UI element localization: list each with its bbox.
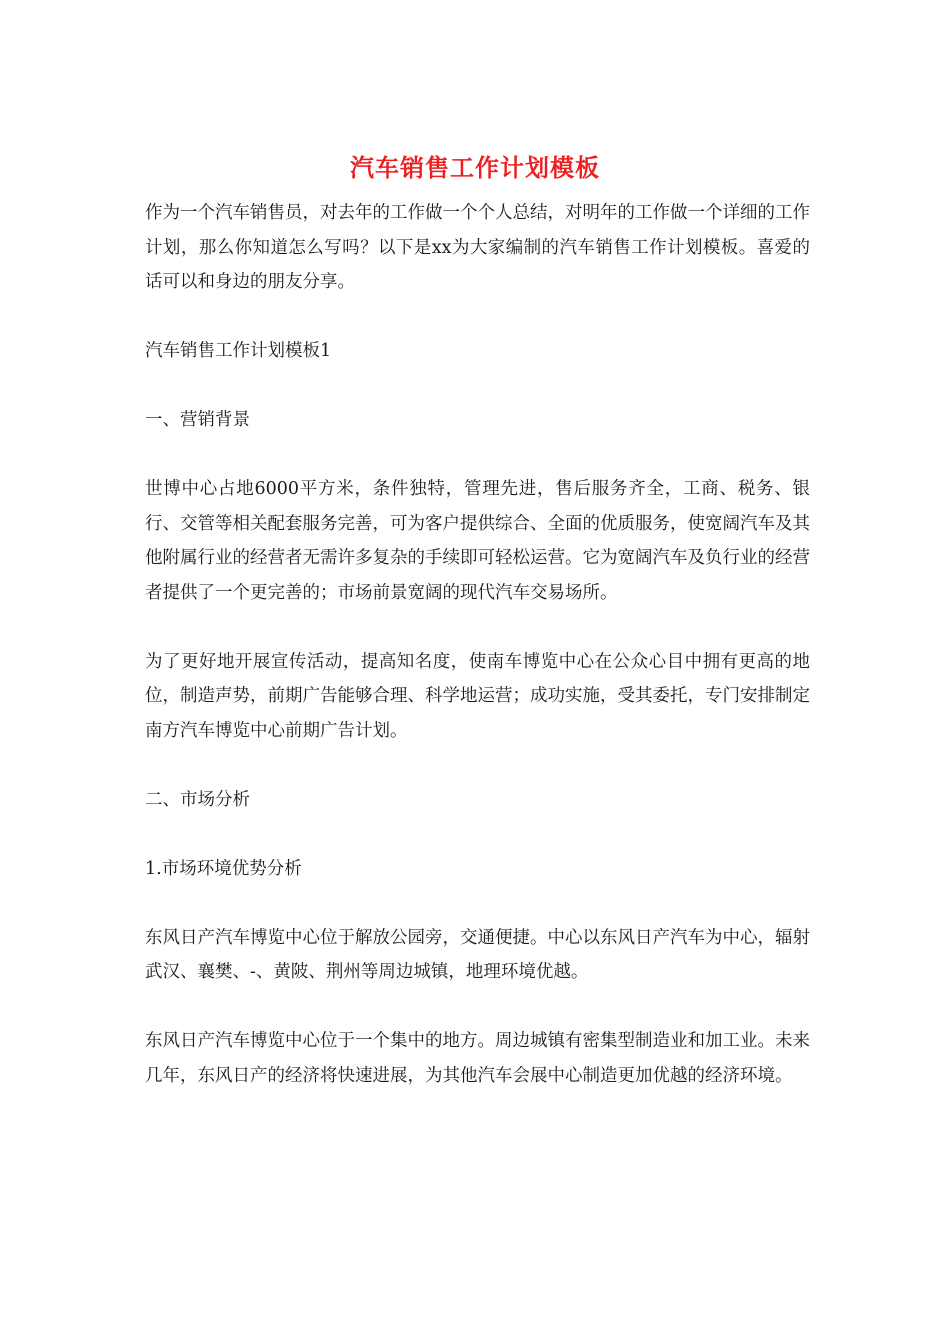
body-paragraph: 东风日产汽车博览中心位于解放公园旁，交通便捷。中心以东风日产汽车为中心，辐射武汉、襄樊、-、黄陂、荆州等周边城镇，地理环境优越。 (145, 927, 810, 982)
document-body (145, 196, 810, 1093)
body-paragraph: 为了更好地开展宣传活动，提高知名度，使南车博览中心在公众心目中拥有更高的地位，制造声势，前期广告能够合理、科学地运营；成功实施，受其委托，专门安排制定南方汽车博览中心前期广告计划。 (145, 651, 810, 741)
subsection-heading: 1.市场环境优势分析 (145, 858, 302, 879)
intro-paragraph: 作为一个汽车销售员，对去年的工作做一个个人总结，对明年的工作做一个详细的工作计划，那么你知道怎么写吗？以下是xx为大家编制的汽车销售工作计划模板。喜爱的话可以和身边的朋友分享。 (145, 203, 810, 292)
section-heading-marketing-background: 一、营销背景 (145, 410, 250, 430)
document-title: 汽车销售工作计划模板 (350, 153, 600, 182)
body-paragraph: 世博中心占地6000平方米，条件独特，管理先进，售后服务齐全，工商、税务、银行、交管等相关配套服务完善，可为客户提供综合、全面的优质服务，使宽阔汽车及其他附属行业的经营者无需许多复杂的手续即可轻松运营。它为宽阔汽车及负行业的经营者提供了一个更完善的；市场前景宽阔的现代汽车交易场所。 (145, 479, 810, 603)
section-heading-market-analysis: 二、市场分析 (145, 789, 250, 810)
section-heading-template-1: 汽车销售工作计划模板1 (145, 341, 332, 361)
body-paragraph: 东风日产汽车博览中心位于一个集中的地方。周边城镇有密集型制造业和加工业。未来几年，东风日产的经济将快速进展，为其他汽车会展中心制造更加优越的经济环境。 (145, 1031, 810, 1086)
